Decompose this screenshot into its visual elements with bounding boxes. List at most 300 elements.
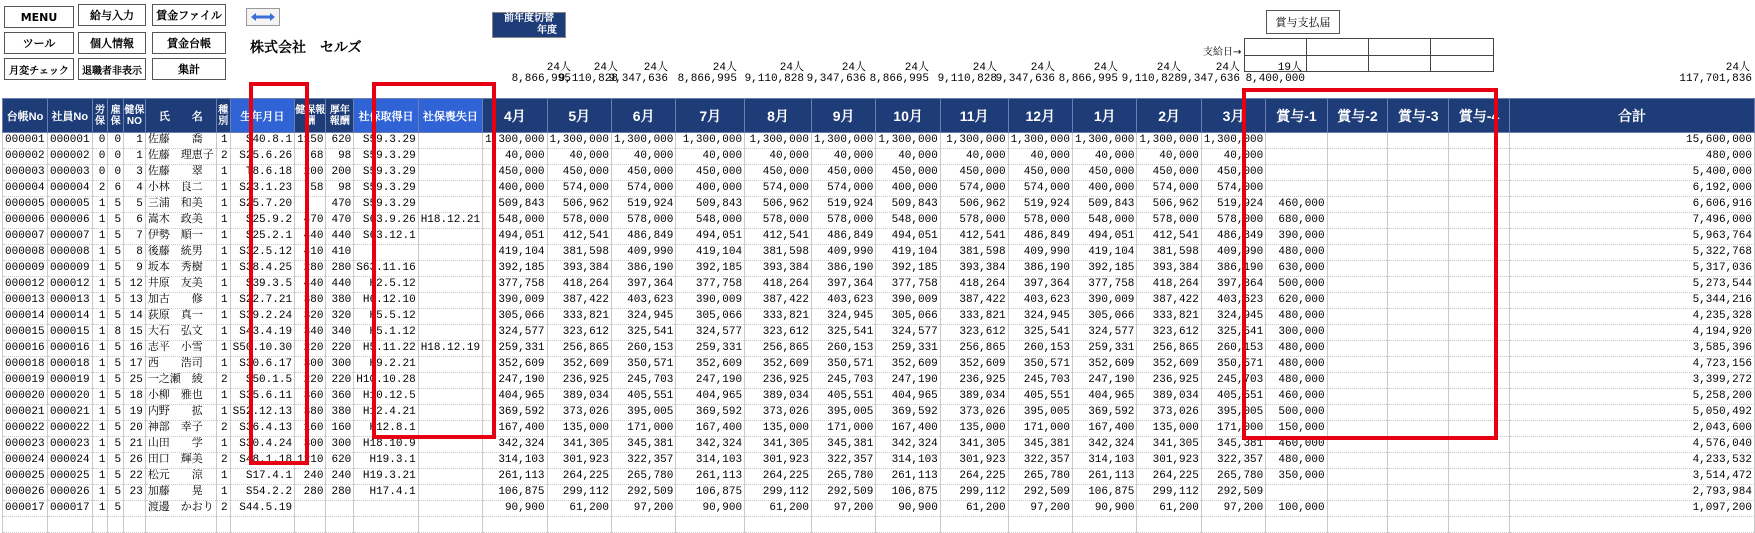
pension-std-cell[interactable]: 240 <box>326 469 354 485</box>
month-cell[interactable]: 494,051 <box>483 229 547 245</box>
bonus4-cell[interactable] <box>1449 245 1510 261</box>
month-cell[interactable]: 509,843 <box>483 197 547 213</box>
ins-acquired-cell[interactable]: H12.4.21 <box>354 405 418 421</box>
month-cell[interactable]: 171,000 <box>1008 421 1072 437</box>
month-cell[interactable]: 265,780 <box>811 469 875 485</box>
ins-acquired-cell[interactable]: H19.3.21 <box>354 469 418 485</box>
month-cell[interactable]: 369,592 <box>676 405 745 421</box>
month-cell[interactable]: 519,924 <box>1201 197 1265 213</box>
month-cell[interactable]: 40,000 <box>876 149 940 165</box>
ins-acquired-cell[interactable] <box>354 501 418 517</box>
bonus4-cell[interactable] <box>1449 229 1510 245</box>
emp-no-cell[interactable]: 000017 <box>47 501 92 517</box>
month-cell[interactable]: 389,034 <box>940 389 1008 405</box>
health-no-cell[interactable]: 1 <box>124 133 146 149</box>
total-cell[interactable]: 4,576,040 <box>1509 437 1754 453</box>
month-cell[interactable]: 389,034 <box>547 389 611 405</box>
empty-cell[interactable] <box>326 517 354 533</box>
bonus4-cell[interactable] <box>1449 277 1510 293</box>
empty-cell[interactable] <box>354 517 418 533</box>
type-cell[interactable]: 1 <box>216 181 230 197</box>
month-cell[interactable]: 548,000 <box>483 213 547 229</box>
health-std-cell[interactable]: 380 <box>295 293 326 309</box>
month-cell[interactable]: 412,541 <box>745 229 812 245</box>
month-cell[interactable]: 395,005 <box>811 405 875 421</box>
labor-ins-cell[interactable]: 1 <box>92 261 108 277</box>
pension-std-cell[interactable]: 98 <box>326 181 354 197</box>
ins-acquired-cell[interactable]: H6.12.10 <box>354 293 418 309</box>
month-cell[interactable]: 578,000 <box>1137 213 1201 229</box>
month-cell[interactable]: 90,900 <box>676 501 745 517</box>
month-cell[interactable]: 578,000 <box>811 213 875 229</box>
health-std-cell[interactable]: 68 <box>295 149 326 165</box>
month-cell[interactable]: 390,009 <box>483 293 547 309</box>
pension-std-cell[interactable]: 320 <box>326 309 354 325</box>
month-cell[interactable]: 236,925 <box>547 373 611 389</box>
health-no-cell[interactable]: 18 <box>124 389 146 405</box>
month-cell[interactable]: 450,000 <box>811 165 875 181</box>
pension-std-cell[interactable]: 280 <box>326 485 354 501</box>
month-cell[interactable]: 450,000 <box>1073 165 1137 181</box>
emp-no-cell[interactable]: 000023 <box>47 437 92 453</box>
total-cell[interactable]: 5,258,200 <box>1509 389 1754 405</box>
emp-ins-cell[interactable]: 8 <box>108 325 124 341</box>
health-std-cell[interactable]: 220 <box>295 341 326 357</box>
month-cell[interactable]: 392,185 <box>483 261 547 277</box>
month-cell[interactable]: 40,000 <box>547 149 611 165</box>
ins-lost-cell[interactable] <box>418 325 482 341</box>
emp-ins-cell[interactable]: 5 <box>108 277 124 293</box>
ledger-no-cell[interactable]: 000014 <box>3 309 48 325</box>
ledger-no-cell[interactable]: 000001 <box>3 133 48 149</box>
health-std-cell[interactable]: 58 <box>295 181 326 197</box>
month-cell[interactable]: 390,009 <box>876 293 940 309</box>
month-cell[interactable]: 392,185 <box>876 261 940 277</box>
type-cell[interactable]: 2 <box>216 501 230 517</box>
pension-std-cell[interactable]: 470 <box>326 197 354 213</box>
emp-ins-cell[interactable]: 5 <box>108 389 124 405</box>
name-cell[interactable]: 渡邊 かおり <box>145 501 216 517</box>
birthdate-cell[interactable]: S50.10.30 <box>230 341 294 357</box>
bonus3-cell[interactable] <box>1388 213 1449 229</box>
pension-std-cell[interactable]: 620 <box>326 133 354 149</box>
month-cell[interactable]: 90,900 <box>1073 501 1137 517</box>
ledger-no-cell[interactable]: 000015 <box>3 325 48 341</box>
emp-no-cell[interactable]: 000013 <box>47 293 92 309</box>
month-cell[interactable]: 305,066 <box>876 309 940 325</box>
month-cell[interactable]: 392,185 <box>676 261 745 277</box>
month-cell[interactable]: 264,225 <box>1137 469 1201 485</box>
month-cell[interactable]: 322,357 <box>1008 453 1072 469</box>
empty-cell[interactable] <box>230 517 294 533</box>
bonus4-cell[interactable] <box>1449 293 1510 309</box>
name-cell[interactable]: 神部 幸子 <box>145 421 216 437</box>
month-cell[interactable]: 412,541 <box>1137 229 1201 245</box>
emp-no-cell[interactable]: 000002 <box>47 149 92 165</box>
birthdate-cell[interactable]: S23.1.23 <box>230 181 294 197</box>
emp-no-cell[interactable]: 000004 <box>47 181 92 197</box>
month-cell[interactable]: 345,381 <box>1008 437 1072 453</box>
month-cell[interactable]: 135,000 <box>940 421 1008 437</box>
month-cell[interactable]: 419,104 <box>876 245 940 261</box>
ledger-no-cell[interactable]: 000022 <box>3 421 48 437</box>
empty-cell[interactable] <box>745 517 812 533</box>
month-cell[interactable]: 386,190 <box>611 261 675 277</box>
birthdate-cell[interactable]: T8.6.18 <box>230 165 294 181</box>
month-cell[interactable]: 1,300,000 <box>483 133 547 149</box>
month-cell[interactable]: 393,384 <box>745 261 812 277</box>
month-cell[interactable]: 405,551 <box>1008 389 1072 405</box>
empty-cell[interactable] <box>145 517 216 533</box>
month-cell[interactable]: 342,324 <box>1073 437 1137 453</box>
month-cell[interactable]: 412,541 <box>940 229 1008 245</box>
emp-no-cell[interactable]: 000016 <box>47 341 92 357</box>
month-cell[interactable]: 341,305 <box>745 437 812 453</box>
month-cell[interactable]: 171,000 <box>811 421 875 437</box>
month-cell[interactable]: 574,000 <box>1137 181 1201 197</box>
ins-acquired-cell[interactable]: H9.2.21 <box>354 357 418 373</box>
bonus4-cell[interactable] <box>1449 357 1510 373</box>
bonus2-cell[interactable] <box>1327 213 1388 229</box>
month-cell[interactable]: 97,200 <box>611 501 675 517</box>
bonus3-cell[interactable] <box>1388 181 1449 197</box>
emp-ins-cell[interactable]: 5 <box>108 469 124 485</box>
month-cell[interactable]: 305,066 <box>676 309 745 325</box>
name-cell[interactable]: 坂本 秀樹 <box>145 261 216 277</box>
health-no-cell[interactable]: 19 <box>124 405 146 421</box>
type-cell[interactable]: 1 <box>216 437 230 453</box>
month-cell[interactable]: 333,821 <box>1137 309 1201 325</box>
month-cell[interactable]: 405,551 <box>811 389 875 405</box>
month-cell[interactable]: 397,364 <box>1008 277 1072 293</box>
labor-ins-cell[interactable]: 1 <box>92 421 108 437</box>
total-cell[interactable]: 5,344,216 <box>1509 293 1754 309</box>
labor-ins-cell[interactable]: 1 <box>92 501 108 517</box>
month-cell[interactable]: 450,000 <box>940 165 1008 181</box>
empty-cell[interactable] <box>876 517 940 533</box>
type-cell[interactable]: 1 <box>216 469 230 485</box>
bonus4-cell[interactable] <box>1449 325 1510 341</box>
month-cell[interactable]: 264,225 <box>745 469 812 485</box>
month-cell[interactable]: 506,962 <box>1137 197 1201 213</box>
name-cell[interactable]: 小柳 雅也 <box>145 389 216 405</box>
wage-file-button[interactable]: 賃金ファイル <box>152 4 226 26</box>
month-cell[interactable]: 419,104 <box>676 245 745 261</box>
month-cell[interactable]: 369,592 <box>1073 405 1137 421</box>
labor-ins-cell[interactable]: 1 <box>92 485 108 501</box>
total-cell[interactable]: 1,097,200 <box>1509 501 1754 517</box>
month-cell[interactable]: 389,034 <box>745 389 812 405</box>
type-cell[interactable]: 1 <box>216 197 230 213</box>
empty-cell[interactable] <box>3 517 48 533</box>
month-cell[interactable]: 341,305 <box>1137 437 1201 453</box>
emp-ins-cell[interactable]: 5 <box>108 261 124 277</box>
empty-cell[interactable] <box>92 517 108 533</box>
month-cell[interactable]: 106,875 <box>1073 485 1137 501</box>
month-cell[interactable]: 333,821 <box>745 309 812 325</box>
name-cell[interactable]: 嵩木 政美 <box>145 213 216 229</box>
month-cell[interactable]: 352,609 <box>1073 357 1137 373</box>
health-no-cell[interactable]: 13 <box>124 293 146 309</box>
emp-ins-cell[interactable]: 5 <box>108 229 124 245</box>
empty-cell[interactable] <box>676 517 745 533</box>
emp-ins-cell[interactable]: 5 <box>108 405 124 421</box>
hide-retired-button[interactable]: 退職者非表示 <box>78 58 146 80</box>
month-cell[interactable]: 292,509 <box>811 485 875 501</box>
ledger-no-cell[interactable]: 000016 <box>3 341 48 357</box>
month-cell[interactable]: 409,990 <box>1008 245 1072 261</box>
bonus3-cell[interactable] <box>1388 245 1449 261</box>
month-cell[interactable]: 301,923 <box>745 453 812 469</box>
month-cell[interactable]: 450,000 <box>547 165 611 181</box>
health-no-cell[interactable]: 15 <box>124 325 146 341</box>
emp-no-cell[interactable]: 000015 <box>47 325 92 341</box>
ins-lost-cell[interactable] <box>418 469 482 485</box>
month-cell[interactable]: 40,000 <box>611 149 675 165</box>
total-cell[interactable]: 4,235,328 <box>1509 309 1754 325</box>
month-cell[interactable]: 418,264 <box>1137 277 1201 293</box>
month-cell[interactable]: 301,923 <box>940 453 1008 469</box>
bonus4-cell[interactable] <box>1449 421 1510 437</box>
ins-lost-cell[interactable] <box>418 373 482 389</box>
birthdate-cell[interactable]: S43.4.19 <box>230 325 294 341</box>
bonus2-cell[interactable] <box>1327 469 1388 485</box>
month-cell[interactable]: 404,965 <box>483 389 547 405</box>
bonus2-cell[interactable] <box>1327 325 1388 341</box>
health-std-cell[interactable]: 280 <box>295 261 326 277</box>
empty-cell[interactable] <box>1266 517 1327 533</box>
month-cell[interactable]: 261,113 <box>483 469 547 485</box>
empty-cell[interactable] <box>1008 517 1072 533</box>
month-cell[interactable]: 245,703 <box>811 373 875 389</box>
month-cell[interactable]: 369,592 <box>876 405 940 421</box>
total-cell[interactable]: 6,192,000 <box>1509 181 1754 197</box>
month-cell[interactable]: 574,000 <box>1201 181 1265 197</box>
month-cell[interactable]: 404,965 <box>676 389 745 405</box>
pension-std-cell[interactable] <box>326 501 354 517</box>
ins-acquired-cell[interactable]: H10.12.5 <box>354 389 418 405</box>
month-cell[interactable]: 40,000 <box>1073 149 1137 165</box>
month-cell[interactable]: 574,000 <box>811 181 875 197</box>
birthdate-cell[interactable]: S39.3.5 <box>230 277 294 293</box>
bonus2-cell[interactable] <box>1327 309 1388 325</box>
month-cell[interactable]: 323,612 <box>745 325 812 341</box>
month-cell[interactable]: 247,190 <box>1073 373 1137 389</box>
month-cell[interactable]: 40,000 <box>940 149 1008 165</box>
ins-lost-cell[interactable] <box>418 389 482 405</box>
bonus1-cell[interactable]: 500,000 <box>1266 405 1327 421</box>
bonus2-cell[interactable] <box>1327 389 1388 405</box>
month-cell[interactable]: 259,331 <box>876 341 940 357</box>
bonus1-cell[interactable]: 480,000 <box>1266 373 1327 389</box>
total-cell[interactable]: 5,273,544 <box>1509 277 1754 293</box>
bonus4-cell[interactable] <box>1449 405 1510 421</box>
month-cell[interactable]: 256,865 <box>745 341 812 357</box>
bonus1-cell[interactable]: 680,000 <box>1266 213 1327 229</box>
empty-cell[interactable] <box>1073 517 1137 533</box>
bonus2-cell[interactable] <box>1327 165 1388 181</box>
month-cell[interactable]: 486,849 <box>811 229 875 245</box>
month-cell[interactable]: 264,225 <box>940 469 1008 485</box>
name-cell[interactable]: 志平 小雪 <box>145 341 216 357</box>
bonus2-cell[interactable] <box>1327 181 1388 197</box>
monthly-check-button[interactable]: 月変チェック <box>4 58 74 80</box>
month-cell[interactable]: 314,103 <box>483 453 547 469</box>
bonus1-cell[interactable]: 460,000 <box>1266 197 1327 213</box>
bonus3-cell[interactable] <box>1388 453 1449 469</box>
month-cell[interactable]: 509,843 <box>876 197 940 213</box>
month-cell[interactable]: 506,962 <box>547 197 611 213</box>
name-cell[interactable]: 松元 涼 <box>145 469 216 485</box>
empty-cell[interactable] <box>1137 517 1201 533</box>
empty-cell[interactable] <box>547 517 611 533</box>
ledger-no-cell[interactable]: 000026 <box>3 485 48 501</box>
bonus2-cell[interactable] <box>1327 341 1388 357</box>
empty-cell[interactable] <box>940 517 1008 533</box>
ledger-no-cell[interactable]: 000009 <box>3 261 48 277</box>
ledger-no-cell[interactable]: 000012 <box>3 277 48 293</box>
birthdate-cell[interactable]: S17.4.1 <box>230 469 294 485</box>
health-no-cell[interactable]: 23 <box>124 485 146 501</box>
month-cell[interactable]: 578,000 <box>940 213 1008 229</box>
labor-ins-cell[interactable]: 1 <box>92 277 108 293</box>
month-cell[interactable]: 509,843 <box>1073 197 1137 213</box>
name-cell[interactable]: 佐藤 喬 <box>145 133 216 149</box>
month-cell[interactable]: 418,264 <box>547 277 611 293</box>
name-cell[interactable]: 大石 弘文 <box>145 325 216 341</box>
labor-ins-cell[interactable]: 1 <box>92 309 108 325</box>
emp-ins-cell[interactable]: 5 <box>108 373 124 389</box>
emp-no-cell[interactable]: 000012 <box>47 277 92 293</box>
ins-lost-cell[interactable] <box>418 293 482 309</box>
ins-acquired-cell[interactable]: H19.3.1 <box>354 453 418 469</box>
month-cell[interactable]: 90,900 <box>876 501 940 517</box>
month-cell[interactable]: 419,104 <box>1073 245 1137 261</box>
month-cell[interactable]: 574,000 <box>547 181 611 197</box>
month-cell[interactable]: 40,000 <box>811 149 875 165</box>
month-cell[interactable]: 106,875 <box>483 485 547 501</box>
ledger-no-cell[interactable]: 000021 <box>3 405 48 421</box>
type-cell[interactable]: 1 <box>216 389 230 405</box>
labor-ins-cell[interactable]: 1 <box>92 325 108 341</box>
bonus4-cell[interactable] <box>1449 181 1510 197</box>
month-cell[interactable]: 333,821 <box>547 309 611 325</box>
bonus1-cell[interactable]: 480,000 <box>1266 341 1327 357</box>
ins-lost-cell[interactable] <box>418 405 482 421</box>
ins-lost-cell[interactable] <box>418 181 482 197</box>
month-cell[interactable]: 381,598 <box>940 245 1008 261</box>
pension-std-cell[interactable]: 380 <box>326 293 354 309</box>
type-cell[interactable]: 2 <box>216 373 230 389</box>
birthdate-cell[interactable]: S22.7.21 <box>230 293 294 309</box>
ins-acquired-cell[interactable]: S63.11.16 <box>354 261 418 277</box>
month-cell[interactable]: 578,000 <box>1008 213 1072 229</box>
emp-ins-cell[interactable]: 5 <box>108 501 124 517</box>
month-cell[interactable]: 260,153 <box>1201 341 1265 357</box>
month-cell[interactable]: 1,300,000 <box>940 133 1008 149</box>
ledger-no-cell[interactable]: 000025 <box>3 469 48 485</box>
month-cell[interactable]: 245,703 <box>1008 373 1072 389</box>
month-cell[interactable]: 324,577 <box>676 325 745 341</box>
month-cell[interactable]: 397,364 <box>611 277 675 293</box>
personal-info-button[interactable]: 個人情報 <box>78 32 146 54</box>
month-cell[interactable]: 236,925 <box>745 373 812 389</box>
health-no-cell[interactable]: 8 <box>124 245 146 261</box>
month-cell[interactable]: 322,357 <box>1201 453 1265 469</box>
month-cell[interactable]: 261,113 <box>676 469 745 485</box>
emp-no-cell[interactable]: 000014 <box>47 309 92 325</box>
month-cell[interactable]: 548,000 <box>876 213 940 229</box>
month-cell[interactable]: 519,924 <box>611 197 675 213</box>
health-no-cell[interactable]: 22 <box>124 469 146 485</box>
month-cell[interactable]: 261,113 <box>876 469 940 485</box>
birthdate-cell[interactable]: S48.1.18 <box>230 453 294 469</box>
month-cell[interactable]: 40,000 <box>1008 149 1072 165</box>
month-cell[interactable]: 578,000 <box>745 213 812 229</box>
month-cell[interactable]: 245,703 <box>1201 373 1265 389</box>
month-cell[interactable]: 292,509 <box>1201 485 1265 501</box>
total-cell[interactable]: 5,322,768 <box>1509 245 1754 261</box>
month-cell[interactable]: 578,000 <box>1201 213 1265 229</box>
health-no-cell[interactable]: 3 <box>124 165 146 181</box>
month-cell[interactable]: 409,990 <box>1201 245 1265 261</box>
month-cell[interactable]: 341,305 <box>940 437 1008 453</box>
bonus3-cell[interactable] <box>1388 229 1449 245</box>
month-cell[interactable]: 387,422 <box>745 293 812 309</box>
labor-ins-cell[interactable]: 0 <box>92 133 108 149</box>
month-cell[interactable]: 373,026 <box>745 405 812 421</box>
switch-arrow-icon[interactable] <box>246 8 280 26</box>
month-cell[interactable]: 519,924 <box>811 197 875 213</box>
month-cell[interactable]: 61,200 <box>940 501 1008 517</box>
total-cell[interactable]: 2,793,984 <box>1509 485 1754 501</box>
ins-acquired-cell[interactable]: H10.10.28 <box>354 373 418 389</box>
month-cell[interactable]: 342,324 <box>876 437 940 453</box>
bonus2-cell[interactable] <box>1327 293 1388 309</box>
birthdate-cell[interactable]: S54.2.2 <box>230 485 294 501</box>
month-cell[interactable]: 342,324 <box>676 437 745 453</box>
month-cell[interactable]: 377,758 <box>676 277 745 293</box>
bonus3-cell[interactable] <box>1388 421 1449 437</box>
month-cell[interactable]: 519,924 <box>1008 197 1072 213</box>
pension-std-cell[interactable]: 98 <box>326 149 354 165</box>
bonus1-cell[interactable]: 480,000 <box>1266 357 1327 373</box>
emp-ins-cell[interactable]: 5 <box>108 437 124 453</box>
ledger-no-cell[interactable]: 000008 <box>3 245 48 261</box>
total-cell[interactable]: 15,600,000 <box>1509 133 1754 149</box>
bonus1-cell[interactable] <box>1266 485 1327 501</box>
health-no-cell[interactable]: 21 <box>124 437 146 453</box>
month-cell[interactable]: 247,190 <box>483 373 547 389</box>
month-cell[interactable]: 373,026 <box>1137 405 1201 421</box>
month-cell[interactable]: 342,324 <box>483 437 547 453</box>
empty-cell[interactable] <box>1327 517 1388 533</box>
month-cell[interactable]: 377,758 <box>876 277 940 293</box>
empty-cell[interactable] <box>418 517 482 533</box>
emp-ins-cell[interactable]: 5 <box>108 309 124 325</box>
health-std-cell[interactable]: 300 <box>295 357 326 373</box>
month-cell[interactable]: 350,571 <box>611 357 675 373</box>
bonus3-cell[interactable] <box>1388 149 1449 165</box>
pension-std-cell[interactable]: 280 <box>326 261 354 277</box>
month-cell[interactable]: 494,051 <box>1073 229 1137 245</box>
month-cell[interactable]: 325,541 <box>1008 325 1072 341</box>
bonus2-cell[interactable] <box>1327 373 1388 389</box>
ins-acquired-cell[interactable] <box>354 245 418 261</box>
labor-ins-cell[interactable]: 1 <box>92 213 108 229</box>
month-cell[interactable]: 256,865 <box>547 341 611 357</box>
labor-ins-cell[interactable]: 0 <box>92 149 108 165</box>
